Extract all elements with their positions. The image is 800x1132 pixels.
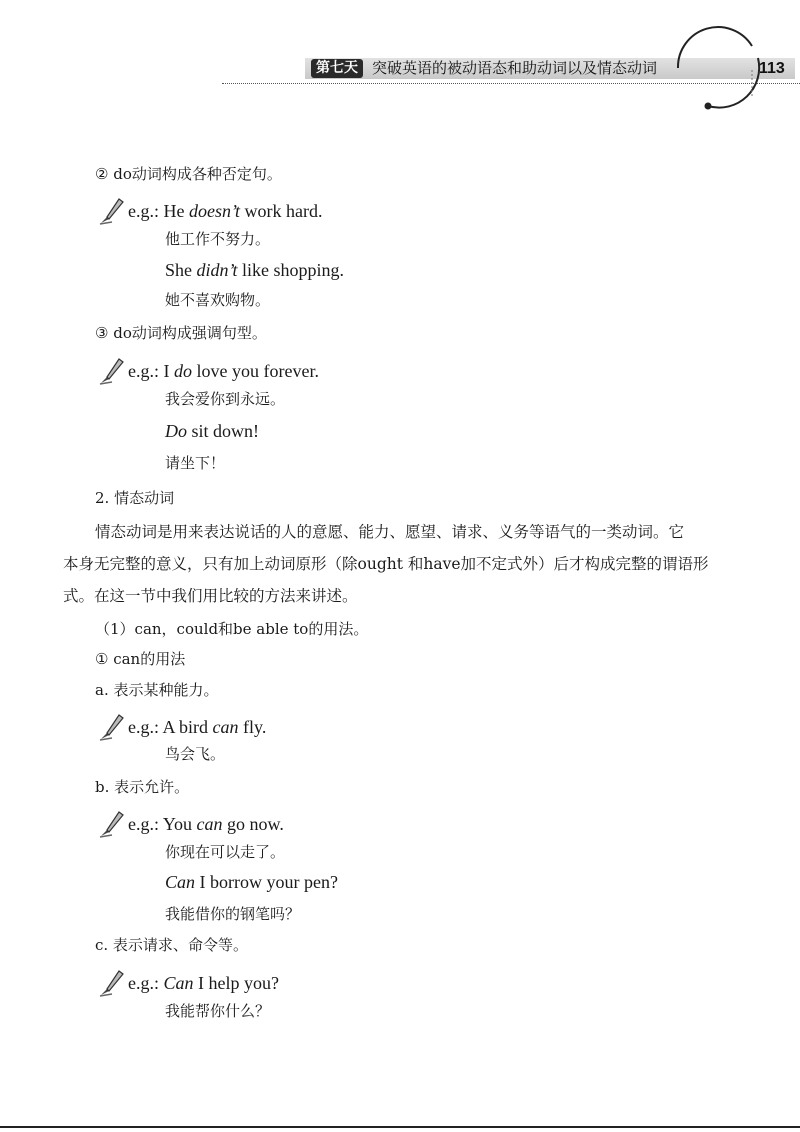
point-do-negative: ② do动词构成各种否定句。 — [95, 165, 282, 183]
point-do-emphasis: ③ do动词构成强调句型。 — [95, 324, 267, 342]
paragraph-line: 本身无完整的意义，只有加上动词原形（除ought 和have加不定式外）后才构成完整的谓语形 — [63, 555, 709, 573]
pencil-icon — [98, 711, 124, 741]
example-translation: 你现在可以走了。 — [165, 843, 286, 861]
paragraph-line: 情态动词是用来表达说话的人的意愿、能力、愿望、请求、义务等语气的一类动词。它 — [95, 523, 685, 541]
pencil-icon — [98, 355, 124, 385]
example-translation: 他工作不努力。 — [165, 230, 271, 248]
example-translation: 我会爱你到永远。 — [165, 390, 286, 408]
pencil-icon — [98, 195, 124, 225]
example-sentence: Do sit down! — [165, 421, 259, 441]
usage-item: c. 表示请求、命令等。 — [95, 936, 248, 954]
pencil-icon — [98, 967, 124, 997]
bottom-edge-rule — [0, 1126, 800, 1128]
example-translation: 鸟会飞。 — [165, 745, 226, 763]
example-sentence: e.g.: I do love you forever. — [128, 361, 319, 381]
header-title: 突破英语的被动语态和助动词以及情态动词 — [372, 59, 658, 77]
page-number: 113 — [759, 60, 785, 77]
paragraph-line: 式。在这一节中我们用比较的方法来讲述。 — [63, 587, 358, 605]
day-tag: 第七天 — [311, 59, 363, 78]
example-translation: 我能帮你什么？ — [165, 1002, 271, 1020]
example-translation: 我能借你的钢笔吗？ — [165, 905, 301, 923]
circle-arc-decoration — [670, 24, 780, 114]
usage-item: a. 表示某种能力。 — [95, 681, 219, 699]
example-translation: 请坐下！ — [165, 454, 226, 472]
example-translation: 她不喜欢购物。 — [165, 291, 271, 309]
usage-item: b. 表示允许。 — [95, 778, 190, 796]
pencil-icon — [98, 808, 124, 838]
example-sentence: e.g.: Can I help you? — [128, 973, 279, 993]
example-sentence: e.g.: He doesn’t work hard. — [128, 201, 323, 221]
section-heading: 2. 情态动词 — [95, 489, 175, 507]
point-can-usage: ① can的用法 — [95, 650, 186, 668]
example-sentence: e.g.: A bird can fly. — [128, 717, 267, 737]
example-sentence: e.g.: You can go now. — [128, 814, 284, 834]
example-sentence: Can I borrow your pen? — [165, 872, 338, 892]
subsection-heading: （1）can，could和be able to的用法。 — [95, 620, 369, 638]
example-sentence: She didn’t like shopping. — [165, 260, 345, 280]
